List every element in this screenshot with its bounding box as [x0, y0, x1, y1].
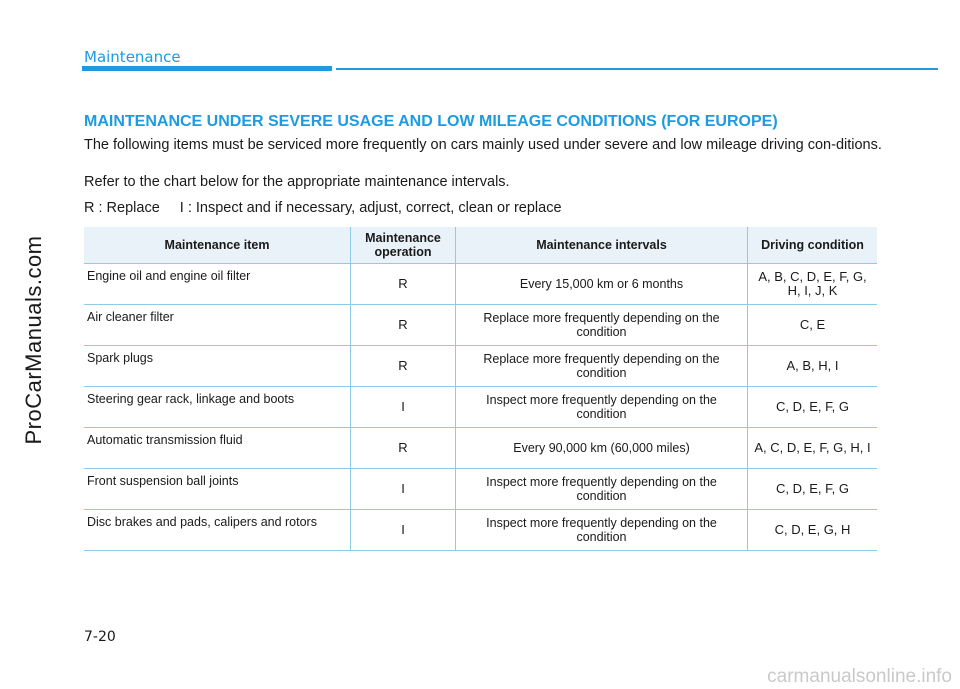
driving-condition: C, D, E, F, G: [748, 387, 878, 428]
maintenance-operation: R: [351, 346, 456, 387]
column-header: Maintenance intervals: [456, 227, 748, 264]
maintenance-operation: I: [351, 510, 456, 551]
table-row: [84, 469, 877, 510]
driving-condition: C, D, E, F, G: [748, 469, 878, 510]
header-rule-thin: [336, 68, 938, 70]
table-row: [84, 346, 877, 387]
maintenance-operation: R: [351, 428, 456, 469]
driving-condition: C, E: [748, 305, 878, 346]
maintenance-interval: Replace more frequently depending on the condition: [456, 346, 748, 387]
legend-inspect: I : Inspect and if necessary, adjust, correct, clean or replace: [179, 200, 562, 216]
driving-condition: A, B, C, D, E, F, G, H, I, J, K: [748, 264, 878, 305]
table-row: [84, 264, 877, 305]
table-row: [84, 428, 877, 469]
table-header-row: [84, 227, 877, 264]
maintenance-interval: Inspect more frequently depending on the condition: [456, 387, 748, 428]
page-number: 7-20: [84, 629, 116, 645]
intro-paragraph: The following items must be serviced more frequently on cars mainly used under severe and low mileage driving con-ditions.: [84, 137, 882, 153]
maintenance-table: [84, 227, 877, 551]
maintenance-interval: Every 15,000 km or 6 months: [456, 264, 748, 305]
table-row: [84, 510, 877, 551]
maintenance-item: Engine oil and engine oil filter: [84, 264, 351, 305]
column-header: Driving condition: [748, 227, 878, 264]
maintenance-item: Steering gear rack, linkage and boots: [84, 387, 351, 428]
maintenance-interval: Inspect more frequently depending on the condition: [456, 469, 748, 510]
watermark: ProCarManuals.com: [21, 235, 46, 445]
maintenance-item: Disc brakes and pads, calipers and rotors: [84, 510, 351, 551]
maintenance-item: Front suspension ball joints: [84, 469, 351, 510]
driving-condition: A, C, D, E, F, G, H, I: [748, 428, 878, 469]
section-label: Maintenance: [84, 48, 181, 66]
header-rule-thick: [82, 66, 332, 71]
table-row: [84, 305, 877, 346]
column-header: Maintenance operation: [351, 227, 456, 264]
table-row: [84, 387, 877, 428]
column-header: Maintenance item: [84, 227, 351, 264]
maintenance-interval: Inspect more frequently depending on the condition: [456, 510, 748, 551]
maintenance-operation: R: [351, 305, 456, 346]
maintenance-interval: Replace more frequently depending on the condition: [456, 305, 748, 346]
legend-line: [84, 200, 884, 217]
maintenance-operation: I: [351, 469, 456, 510]
maintenance-item: Automatic transmission fluid: [84, 428, 351, 469]
maintenance-item: Air cleaner filter: [84, 305, 351, 346]
footer-site-link[interactable]: carmanualsonline.info: [767, 666, 952, 687]
legend-replace: R : Replace: [84, 200, 160, 216]
driving-condition: C, D, E, G, H: [748, 510, 878, 551]
maintenance-item: Spark plugs: [84, 346, 351, 387]
maintenance-interval: Every 90,000 km (60,000 miles): [456, 428, 748, 469]
maintenance-operation: R: [351, 264, 456, 305]
maintenance-operation: I: [351, 387, 456, 428]
page-heading: MAINTENANCE UNDER SEVERE USAGE AND LOW MILEAGE CONDITIONS (FOR EUROPE): [84, 113, 778, 130]
driving-condition: A, B, H, I: [748, 346, 878, 387]
intro-refer: Refer to the chart below for the appropriate maintenance intervals.: [84, 174, 510, 190]
